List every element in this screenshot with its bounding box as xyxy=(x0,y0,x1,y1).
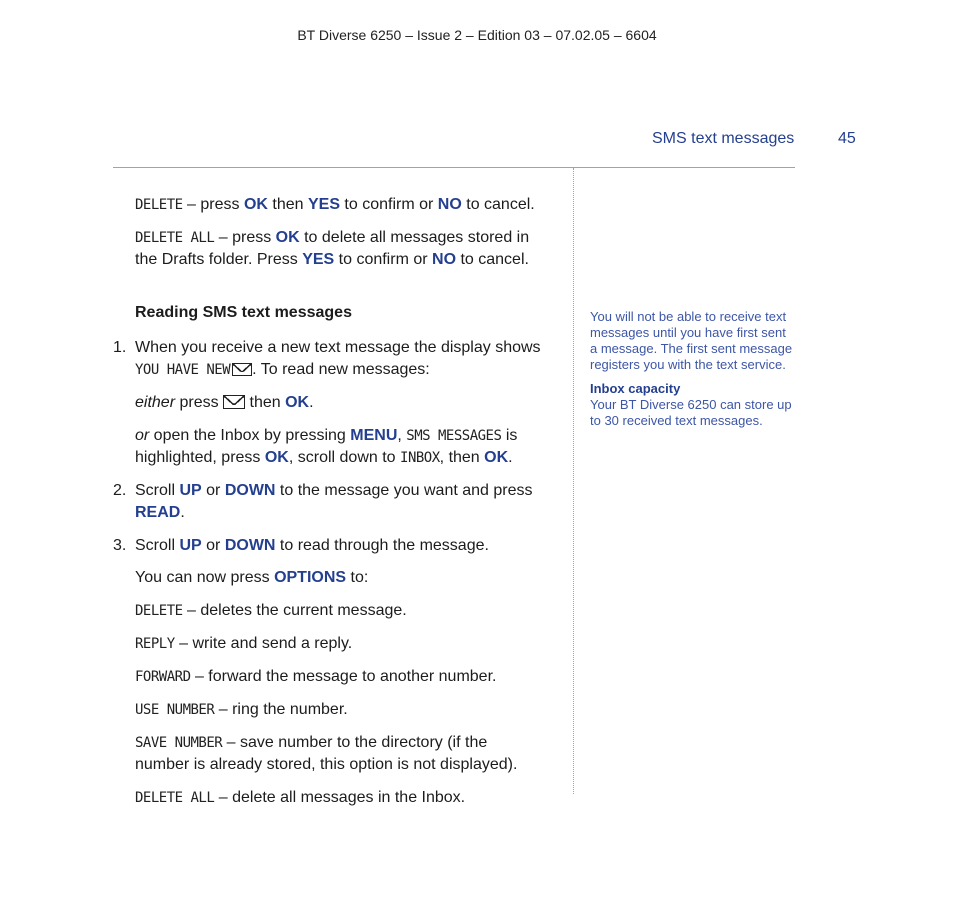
lcd-text: SMS MESSAGES xyxy=(406,428,502,444)
column-divider xyxy=(573,168,574,794)
key-no: NO xyxy=(432,251,457,268)
key-ok: OK xyxy=(243,196,268,213)
sidebar-note-first-message: You will not be able to receive text messages until you have first sent a message. The first sent message registers you with the text service. xyxy=(590,309,793,372)
option-use-number: USE NUMBER – ring the number. xyxy=(135,701,348,718)
step-1: When you receive a new text message the display shows YOU HAVE NEW . To read new messages: xyxy=(135,339,541,378)
note-heading: Inbox capacity xyxy=(590,381,681,396)
step-3: Scroll UP or DOWN to read through the message. xyxy=(135,537,489,554)
lcd-text: DELETE xyxy=(135,197,183,213)
key-yes: YES xyxy=(307,196,340,213)
option-reply: REPLY – write and send a reply. xyxy=(135,635,353,652)
step-number: 3. xyxy=(113,537,127,554)
sidebar-note-inbox-capacity: Inbox capacity Your BT Diverse 6250 can store up to 30 received text messages. xyxy=(590,381,792,428)
envelope-icon xyxy=(232,363,252,376)
step-number: 2. xyxy=(113,482,127,499)
lcd-text: SAVE NUMBER xyxy=(135,735,223,751)
delete-instruction: DELETE – press OK then YES to confirm or NO to cancel. xyxy=(135,196,535,213)
key-read: READ xyxy=(135,504,181,521)
document-id: BT Diverse 6250 – Issue 2 – Edition 03 – 07.02.05 – 6604 xyxy=(297,27,657,43)
key-no: NO xyxy=(437,196,462,213)
section-title: SMS text messages xyxy=(652,130,795,147)
or-option: or open the Inbox by pressing MENU, SMS MESSAGES is highlighted, press OK, scroll down to INBOX, then OK. xyxy=(135,427,518,466)
section-heading: Reading SMS text messages xyxy=(135,304,352,321)
option-delete-all: DELETE ALL – delete all messages in the Inbox. xyxy=(135,789,466,806)
key-ok: OK xyxy=(484,449,509,466)
step-2: Scroll UP or DOWN to the message you want and press READ. xyxy=(135,482,533,521)
lcd-text: YOU HAVE NEW xyxy=(135,362,231,378)
key-up: UP xyxy=(179,482,202,499)
key-up: UP xyxy=(179,537,202,554)
options-intro: You can now press OPTIONS to: xyxy=(135,569,369,586)
delete-all-instruction: DELETE ALL – press OK to delete all messages stored in the Drafts folder. Press YES to confirm or NO to cancel. xyxy=(135,229,530,268)
option-save-number: SAVE NUMBER – save number to the directory (if the number is already stored, this option is not displayed). xyxy=(135,734,518,773)
lcd-text: USE NUMBER xyxy=(135,702,215,718)
key-ok: OK xyxy=(264,449,289,466)
lcd-text: DELETE ALL xyxy=(135,230,215,246)
key-ok: OK xyxy=(275,229,300,246)
lcd-text: DELETE xyxy=(135,603,183,619)
lcd-text: DELETE ALL xyxy=(135,790,215,806)
key-down: DOWN xyxy=(224,537,276,554)
key-menu: MENU xyxy=(350,427,398,444)
key-options: OPTIONS xyxy=(274,569,347,586)
option-forward: FORWARD – forward the message to another number. xyxy=(135,668,497,685)
header-rule xyxy=(113,167,795,168)
option-delete: DELETE – deletes the current message. xyxy=(135,602,407,619)
key-ok: OK xyxy=(285,394,310,411)
either-option: either press then OK. xyxy=(135,394,314,411)
page-number: 45 xyxy=(838,130,856,147)
lcd-text: REPLY xyxy=(135,636,175,652)
key-yes: YES xyxy=(302,251,335,268)
key-down: DOWN xyxy=(224,482,276,499)
lcd-text: INBOX xyxy=(400,450,440,466)
envelope-icon xyxy=(223,395,245,409)
lcd-text: FORWARD xyxy=(135,669,191,685)
step-number: 1. xyxy=(113,339,127,356)
